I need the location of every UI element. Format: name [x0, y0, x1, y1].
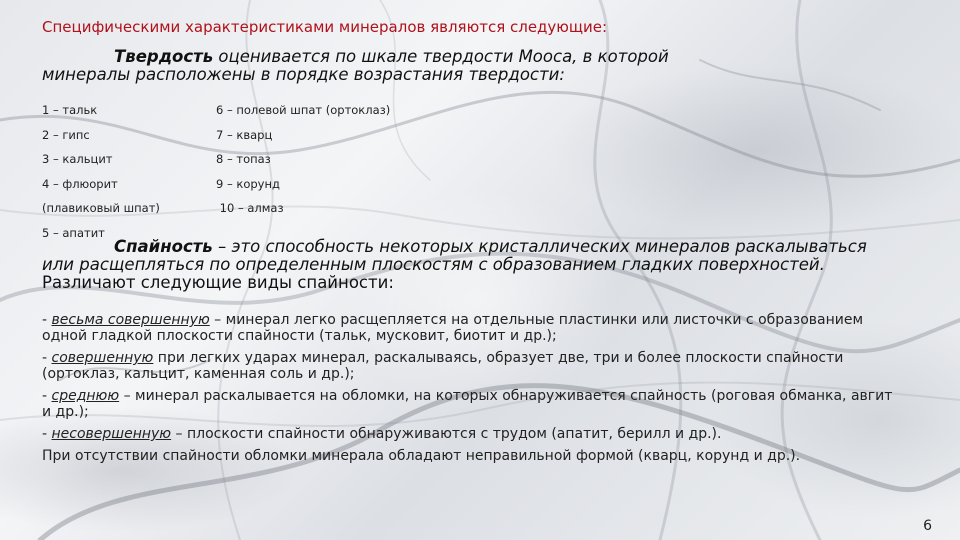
hardness-text-2: минералы расположены в порядке возрастания твердости:	[42, 65, 565, 84]
mohs-item: 4 – флюорит	[42, 176, 118, 191]
slide-title: Специфическими характеристиками минералов являются следующие:	[42, 18, 608, 36]
list-item: - среднюю – минерал раскалывается на обломки, на которых обнаруживается спайность (роговая обманка, авгит и др.);	[42, 388, 893, 420]
list-item: - весьма совершенную – минерал легко расщепляется на отдельные пластинки или листочки с образованием одной гладкой плоскости спайности (тальк, мусковит, биотит и др.);	[42, 312, 864, 344]
hardness-paragraph	[42, 48, 822, 84]
mohs-item: 5 – апатит	[42, 225, 105, 240]
list-item: - несовершенную – плоскости спайности обнаруживаются с трудом (апатит, берилл и др.).	[42, 426, 722, 442]
mohs-item: 7 – кварц	[216, 127, 273, 142]
mohs-scale-left	[42, 98, 160, 245]
mohs-item: 3 – кальцит	[42, 152, 113, 166]
final-text: При отсутствии спайности обломки минерала обладают неправильной формой (кварц, корунд и др.).	[42, 448, 801, 464]
mohs-scale-right	[216, 98, 390, 221]
list-item: - совершенную при легких ударах минерал, раскалываясь, образует две, три и более плоскости спайности (ортоклаз, кальцит, каменная соль и др.);	[42, 350, 844, 382]
cleavage-types-list	[42, 312, 902, 470]
cleavage-type-term: среднюю	[51, 388, 120, 404]
cleavage-term: Спайность	[114, 237, 213, 256]
mohs-item: 2 – гипс	[42, 127, 90, 142]
cleavage-type-term: несовершенную	[51, 426, 172, 442]
hardness-term: Твердость	[114, 47, 214, 66]
hardness-text-1: оценивается по шкале твердости Мооса, в которой	[213, 47, 669, 66]
slide-number: 6	[923, 518, 932, 534]
cleavage-type-term: совершенную	[51, 350, 154, 366]
cleavage-paragraph	[42, 238, 902, 292]
mohs-item: 9 – корунд	[216, 176, 280, 191]
cleavage-definition: – это способность некоторых кристаллических минералов раскалываться или расщепляться по определенным плоскостям с образованием гладких поверхностей.	[42, 237, 867, 274]
mohs-item: (плавиковый шпат)	[42, 201, 160, 215]
mohs-item: 10 – алмаз	[216, 201, 284, 215]
mohs-item: 6 – полевой шпат (ортоклаз)	[216, 103, 391, 117]
mohs-item: 1 – тальк	[42, 103, 98, 117]
cleavage-type-term: весьма совершенную	[51, 312, 210, 328]
mohs-item: 8 – топаз	[216, 152, 271, 166]
cleavage-intro: Различают следующие виды спайности:	[42, 273, 394, 292]
